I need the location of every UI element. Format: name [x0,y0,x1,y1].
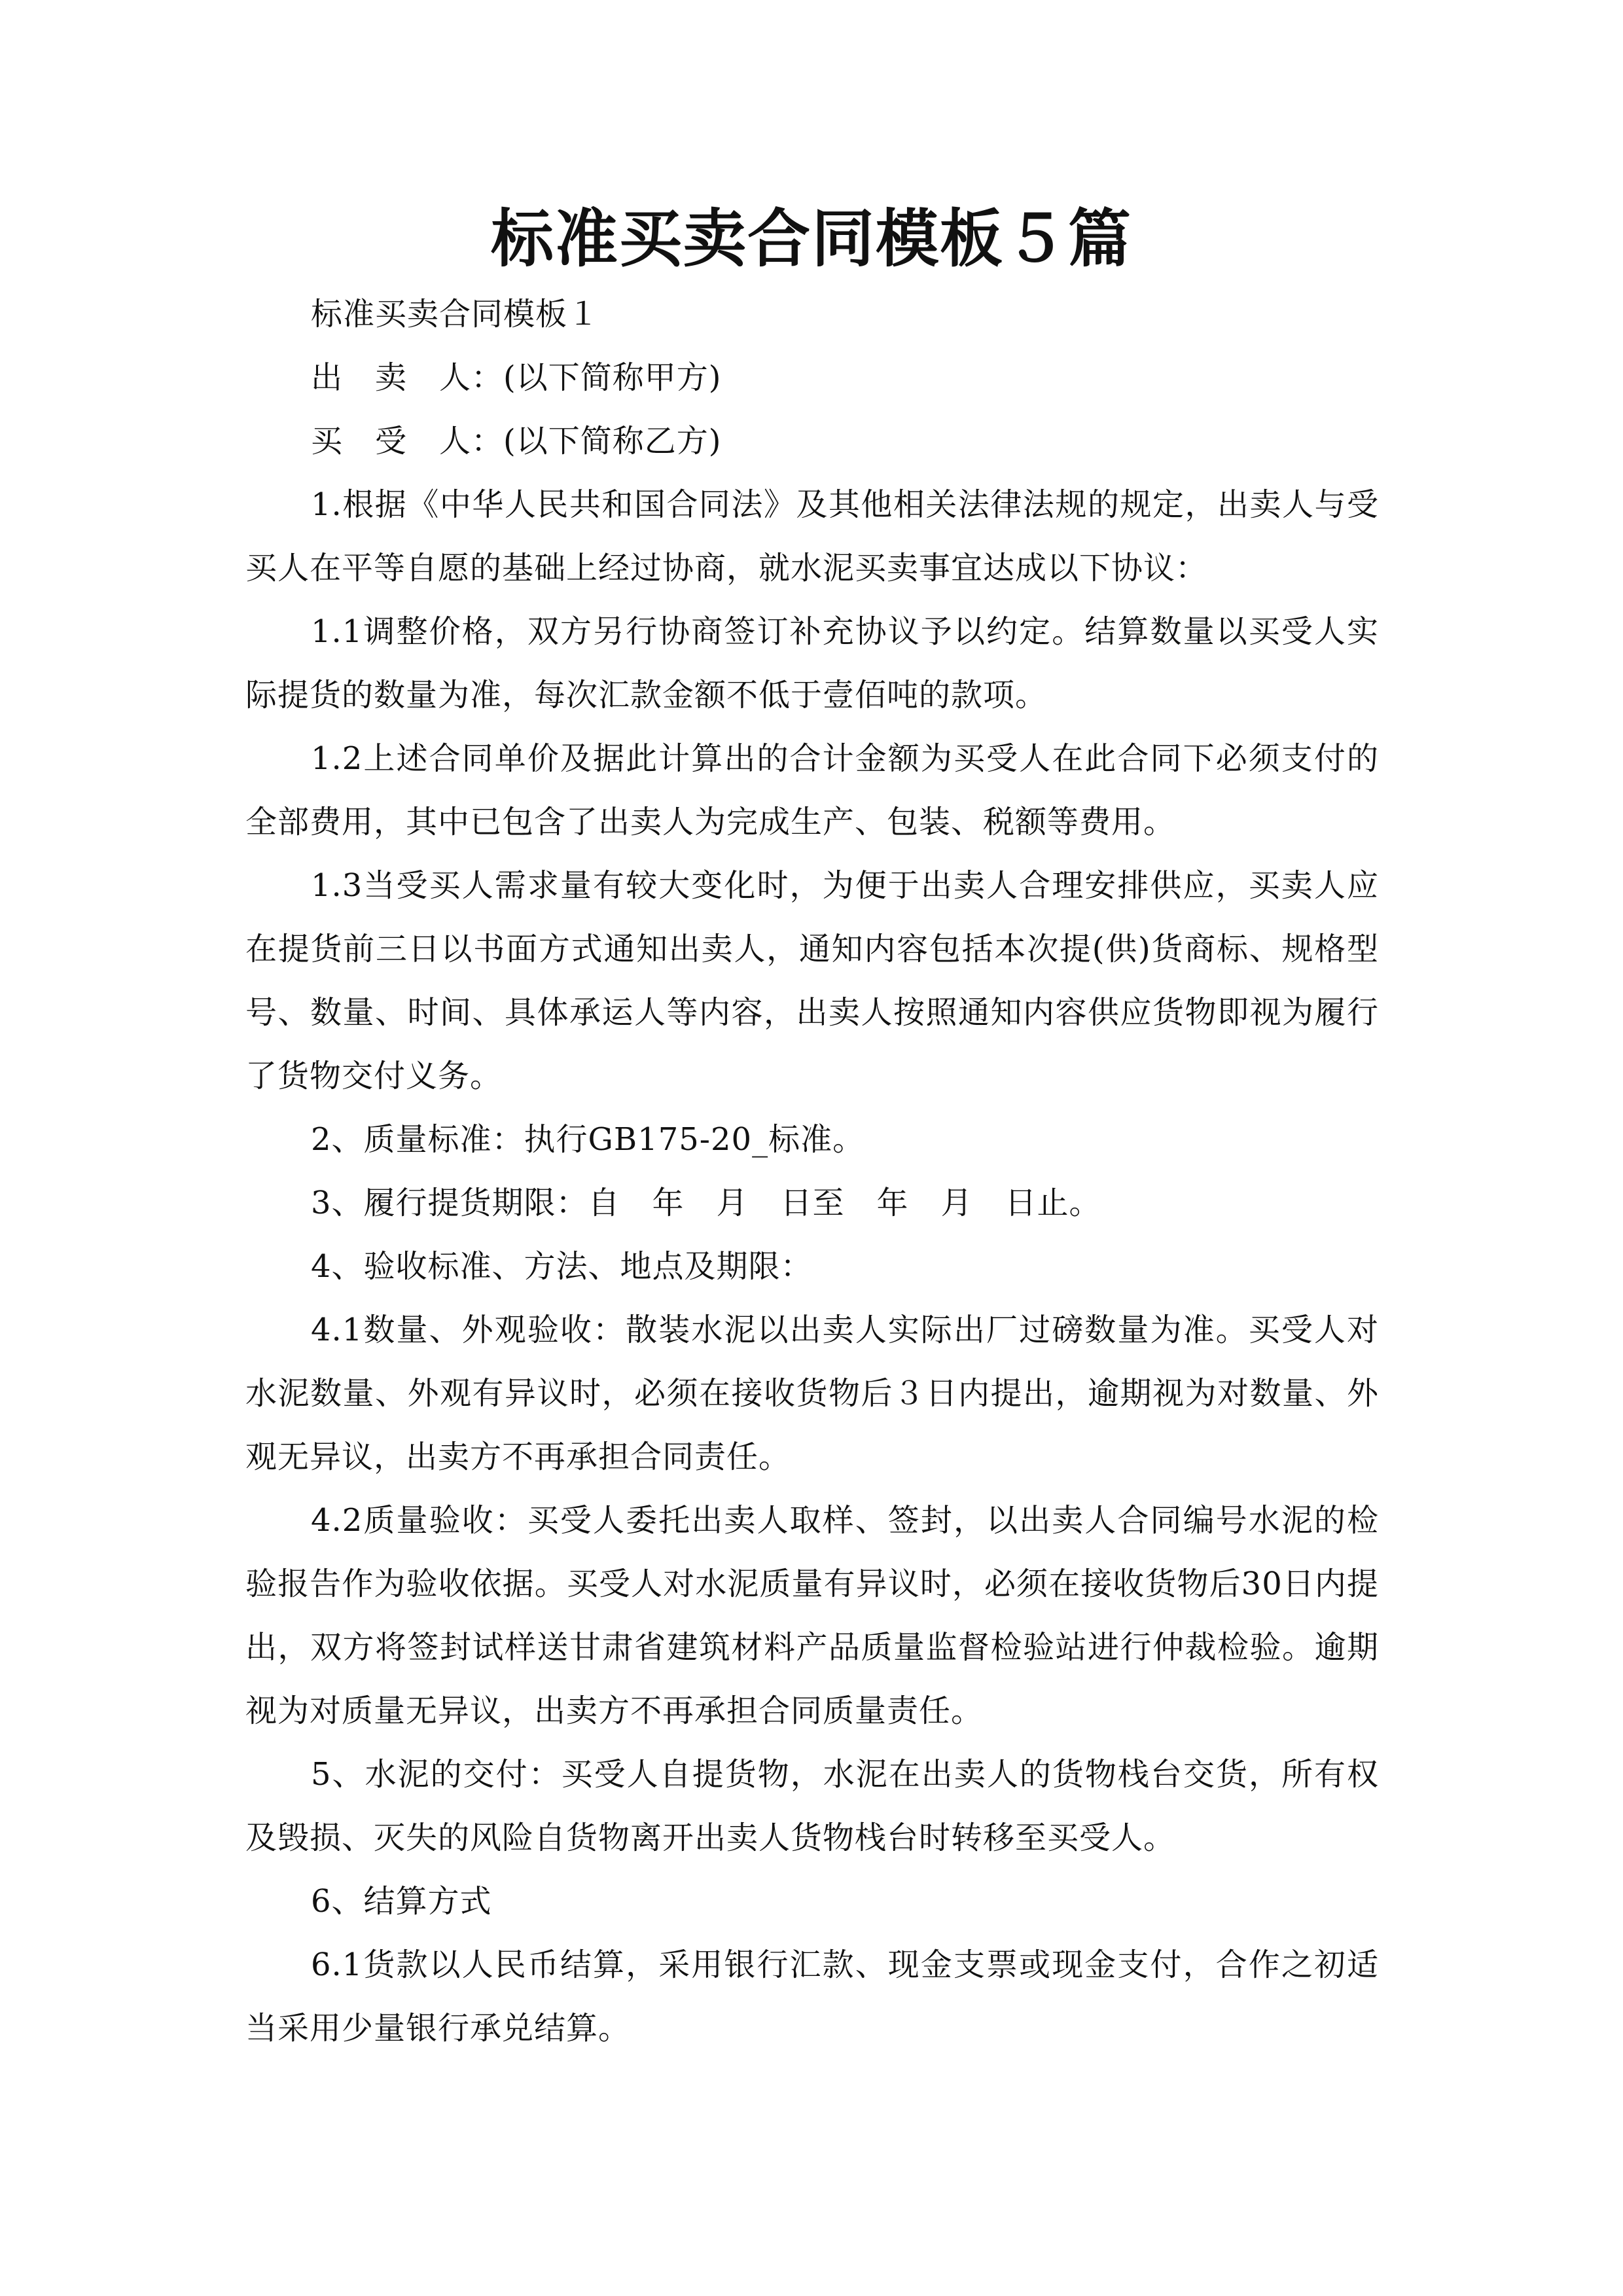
clause-5: 5、水泥的交付：买受人自提货物，水泥在出卖人的货物栈台交货，所有权及毁损、灭失的风险自货物离开出卖人货物栈台时转移至买受人。 [245,1756,1379,1856]
clause-3: 3、履行提货期限：自 年 月 日至 年 月 日止。 [311,1185,1101,1221]
clause-2: 2、质量标准：执行GB175-20_标准。 [311,1121,865,1158]
clause-4-1: 4.1数量、外观验收：散装水泥以出卖人实际出厂过磅数量为准。买受人对水泥数量、外观有异议时，必须在接收货物后３日内提出，逾期视为对数量、外观无异议，出卖方不再承担合同责任。 [245,1312,1379,1475]
seller-line: 出 卖 人：(以下简称甲方) [311,359,722,396]
clause-6-1: 6.1货款以人民币结算，采用银行汇款、现金支票或现金支付，合作之初适当采用少量银行承兑结算。 [245,1946,1379,2047]
buyer-line: 买 受 人：(以下简称乙方) [311,423,722,459]
document-title: 标准买卖合同模板５篇 [491,202,1132,276]
clause-1-3: 1.3当受买人需求量有较大变化时，为便于出卖人合理安排供应，买卖人应在提货前三日以书面方式通知出卖人，通知内容包括本次提(供)货商标、规格型号、数量、时间、具体承运人等内容，出卖人按照通知内容供应货物即视为履行了货物交付义务。 [245,867,1379,1094]
document-body [245,283,1379,2060]
clause-6: 6、结算方式 [311,1883,492,1920]
clause-1-1: 1.1调整价格，双方另行协商签订补充协议予以约定。结算数量以买受人实际提货的数量为准，每次汇款金额不低于壹佰吨的款项。 [245,613,1379,713]
clause-1: 1.根据《中华人民共和国合同法》及其他相关法律法规的规定，出卖人与受买人在平等自愿的基础上经过协商，就水泥买卖事宜达成以下协议： [245,486,1379,586]
clause-1-2: 1.2上述合同单价及据此计算出的合计金额为买受人在此合同下必须支付的全部费用，其中已包含了出卖人为完成生产、包装、税额等费用。 [245,740,1379,840]
section-heading: 标准买卖合同模板１ [311,296,600,332]
clause-4-2: 4.2质量验收：买受人委托出卖人取样、签封，以出卖人合同编号水泥的检验报告作为验收依据。买受人对水泥质量有异议时，必须在接收货物后30日内提出，双方将签封试样送甘肃省建筑材料产品质量监督检验站进行仲裁检验。逾期视为对质量无异议，出卖方不再承担合同质量责任。 [245,1502,1379,1729]
clause-4: 4、验收标准、方法、地点及期限： [311,1248,813,1285]
